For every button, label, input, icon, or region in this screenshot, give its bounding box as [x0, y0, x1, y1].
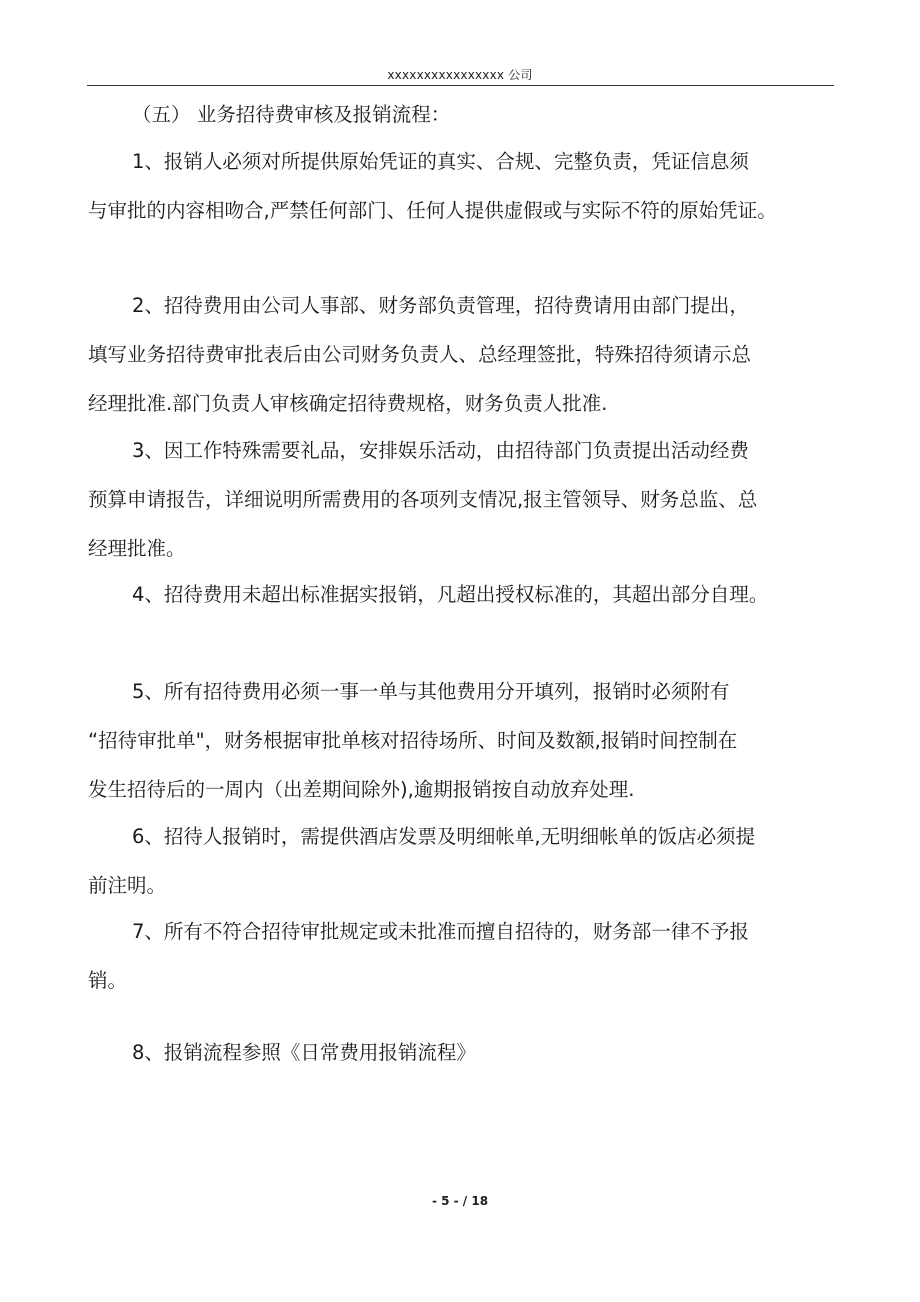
paragraph-line: 发生招待后的一周内（出差期间除外),逾期报销按自动放弃处理. [88, 778, 635, 801]
paragraph-line: 1、报销人必须对所提供原始凭证的真实、合规、完整负责，凭证信息须 [132, 150, 749, 173]
paragraph-line: 2、招待费用由公司人事部、财务部负责管理，招待费请用由部门提出， [132, 294, 749, 317]
paragraph-line: 8、报销流程参照《日常费用报销流程》 [132, 1041, 476, 1064]
section-title-text: （五） 业务招待费审核及报销流程： [132, 103, 451, 126]
paragraph-line: 经理批准。 [88, 537, 186, 560]
paragraph-line: “招待审批单"，财务根据审批单核对招待场所、时间及数额,报销时间控制在 [88, 729, 738, 752]
paragraph-4 [88, 583, 838, 632]
paragraph-line: 7、所有不符合招待审批规定或未批准而擅自招待的，财务部一律不予报 [132, 920, 749, 943]
paragraph-line: 预算申请报告，详细说明所需费用的各项列支情况,报主管领导、财务总监、总 [88, 488, 758, 511]
header-company: xxxxxxxxxxxxxxxx 公司 [387, 68, 533, 82]
paragraph-1 [88, 150, 838, 248]
paragraph-8 [88, 1041, 838, 1090]
paragraph-line: 5、所有招待费用必须一事一单与其他费用分开填列，报销时必须附有 [132, 680, 730, 703]
section-title [132, 103, 882, 152]
header-divider [87, 85, 834, 86]
paragraph-line: 3、因工作特殊需要礼品，安排娱乐活动，由招待部门负责提出活动经费 [132, 439, 749, 462]
paragraph-5 [88, 680, 838, 827]
paragraph-line: 填写业务招待费审批表后由公司财务负责人、总经理签批，特殊招待须请示总 [88, 343, 752, 366]
paragraph-3 [88, 439, 838, 586]
paragraph-line: 6、招待人报销时，需提供酒店发票及明细帐单,无明细帐单的饭店必须提 [132, 825, 756, 848]
paragraph-line: 4、招待费用未超出标准据实报销，凡超出授权标准的，其超出部分自理。 [132, 583, 769, 606]
paragraph-line: 与审批的内容相吻合,严禁任何部门、任何人提供虚假或与实际不符的原始凭证。 [88, 199, 777, 222]
paragraph-7 [88, 920, 838, 1018]
paragraph-line: 经理批准.部门负责人审核确定招待费规格，财务负责人批准. [88, 392, 608, 415]
paragraph-line: 前注明。 [88, 874, 167, 897]
page-number: - 5 - / 18 [431, 1194, 489, 1208]
paragraph-6 [88, 825, 838, 923]
paragraph-2 [88, 294, 838, 441]
paragraph-line: 销。 [88, 969, 128, 992]
